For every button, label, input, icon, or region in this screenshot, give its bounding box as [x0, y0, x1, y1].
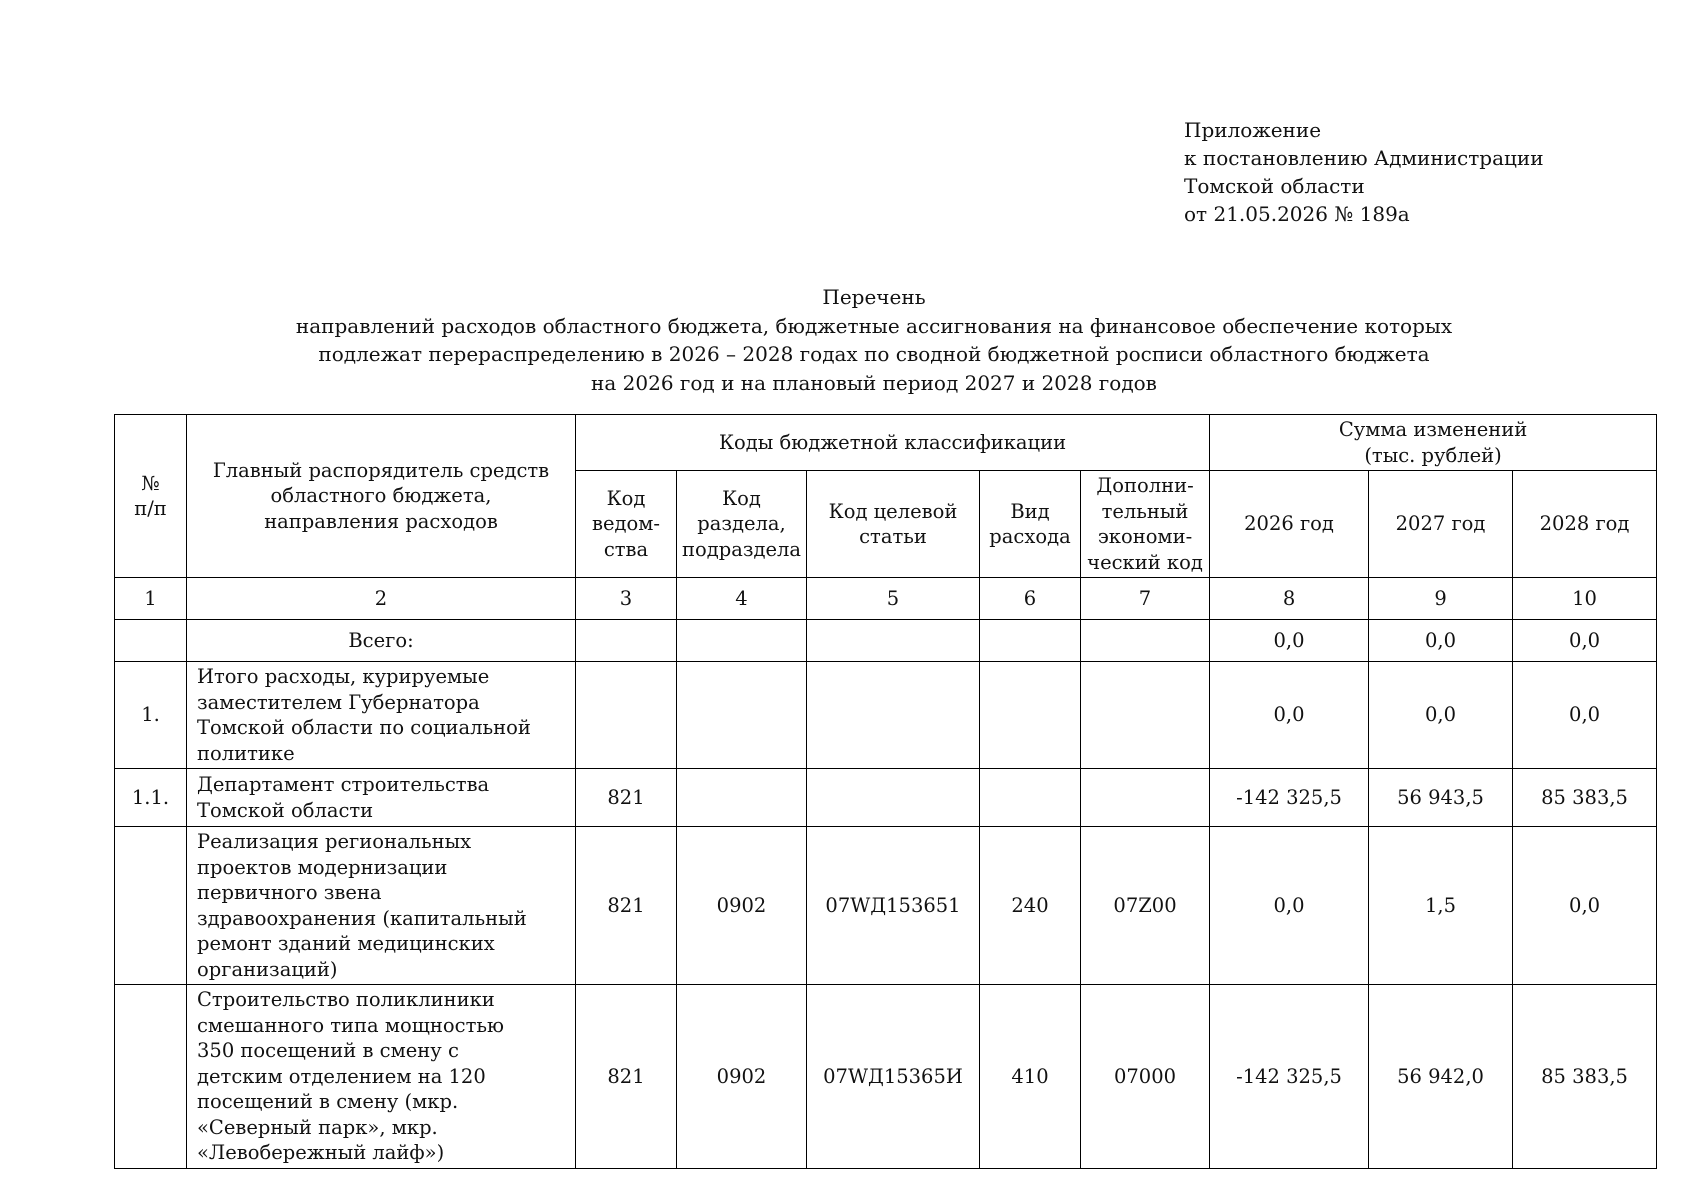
appendix-line: Томской области	[1184, 174, 1365, 198]
header-extra-code: Дополни-тельный экономи-ческий код	[1081, 471, 1210, 578]
header-year-2027: 2027 год	[1369, 471, 1513, 578]
row-2028: 0,0	[1513, 662, 1657, 769]
column-number-row	[115, 578, 1657, 620]
row-2028: 0,0	[1513, 827, 1657, 985]
col-number: 2	[187, 578, 576, 620]
title-line: направлений расходов областного бюджета, бюджетные ассигнования на финансовое обеспечение которых	[295, 313, 1453, 338]
appendix-block	[1184, 116, 1544, 228]
row-dept: 821	[576, 985, 677, 1169]
row-type: 410	[980, 985, 1081, 1169]
row-section: 0902	[677, 985, 807, 1169]
header-target-code: Код целевой статьи	[807, 471, 980, 578]
row-type	[980, 769, 1081, 827]
table-row	[115, 827, 1657, 985]
row-num: 1.1.	[115, 769, 187, 827]
table-row	[115, 769, 1657, 827]
col-number: 1	[115, 578, 187, 620]
header-sum-line-1: Сумма изменений	[1338, 418, 1528, 441]
row-type	[980, 620, 1081, 662]
header-sum-group	[1210, 415, 1657, 471]
row-num	[115, 985, 187, 1169]
row-num: 1.	[115, 662, 187, 769]
row-2026: -142 325,5	[1210, 985, 1369, 1169]
header-num-line-2: п/п	[134, 497, 167, 520]
row-num	[115, 827, 187, 985]
header-expense-type: Вид расхода	[980, 471, 1081, 578]
col-number: 4	[677, 578, 807, 620]
row-name: Строительство поликлиники смешанного типа мощностью 350 посещений в смену с детским отделением на 120 посещений в смену (мкр. «Северный парк», мкр. «Левобережный лайф»)	[187, 985, 576, 1169]
col-number: 10	[1513, 578, 1657, 620]
row-2027: 56 943,5	[1369, 769, 1513, 827]
row-2026: 0,0	[1210, 662, 1369, 769]
row-section	[677, 620, 807, 662]
row-name: Итого расходы, курируемые заместителем Губернатора Томской области по социальной политике	[187, 662, 576, 769]
row-dept	[576, 620, 677, 662]
row-2028: 85 383,5	[1513, 985, 1657, 1169]
header-sum-line-2: (тыс. рублей)	[1364, 443, 1502, 467]
row-extra	[1081, 769, 1210, 827]
row-extra	[1081, 662, 1210, 769]
header-year-2026: 2026 год	[1210, 471, 1369, 578]
row-target	[807, 662, 980, 769]
col-number: 6	[980, 578, 1081, 620]
document-title	[0, 283, 1698, 397]
title-line: на 2026 год и на плановый период 2027 и 2028 годов	[591, 370, 1157, 395]
col-number: 8	[1210, 578, 1369, 620]
row-2026: -142 325,5	[1210, 769, 1369, 827]
row-section	[677, 662, 807, 769]
row-2028: 85 383,5	[1513, 769, 1657, 827]
row-extra: 07000	[1081, 985, 1210, 1169]
col-number: 5	[807, 578, 980, 620]
row-extra: 07Z00	[1081, 827, 1210, 985]
col-number: 3	[576, 578, 677, 620]
row-type	[980, 662, 1081, 769]
row-dept: 821	[576, 827, 677, 985]
header-manager: Главный распорядитель средств областного бюджета, направления расходов	[187, 415, 576, 578]
budget-table	[114, 414, 1657, 1169]
row-2027: 1,5	[1369, 827, 1513, 985]
row-2028: 0,0	[1513, 620, 1657, 662]
row-2026: 0,0	[1210, 827, 1369, 985]
row-2027: 56 942,0	[1369, 985, 1513, 1169]
row-type: 240	[980, 827, 1081, 985]
row-target	[807, 620, 980, 662]
row-target	[807, 769, 980, 827]
row-name: Департамент строительства Томской области	[187, 769, 576, 827]
row-target: 07WД15365И	[807, 985, 980, 1169]
row-dept: 821	[576, 769, 677, 827]
row-2027: 0,0	[1369, 620, 1513, 662]
table-row	[115, 985, 1657, 1169]
header-section-code: Код раздела, подраздела	[677, 471, 807, 578]
table-row	[115, 620, 1657, 662]
col-number: 9	[1369, 578, 1513, 620]
row-name: Реализация региональных проектов модернизации первичного звена здравоохранения (капитальный ремонт зданий медицинских организаций)	[187, 827, 576, 985]
row-2026: 0,0	[1210, 620, 1369, 662]
header-num	[115, 415, 187, 578]
appendix-line: от 21.05.2026 № 189а	[1184, 202, 1410, 226]
row-num	[115, 620, 187, 662]
table-row	[115, 662, 1657, 769]
header-row-1	[115, 415, 1657, 471]
appendix-line: к постановлению Администрации	[1184, 146, 1544, 170]
row-name: Всего:	[187, 620, 576, 662]
title-line: подлежат перераспределению в 2026 – 2028 годах по сводной бюджетной росписи областного бюджета	[318, 342, 1430, 366]
row-target: 07WД153651	[807, 827, 980, 985]
row-extra	[1081, 620, 1210, 662]
col-number: 7	[1081, 578, 1210, 620]
row-2027: 0,0	[1369, 662, 1513, 769]
row-section: 0902	[677, 827, 807, 985]
appendix-line: Приложение	[1184, 118, 1322, 142]
row-dept	[576, 662, 677, 769]
header-codes-group: Коды бюджетной классификации	[576, 415, 1210, 471]
header-dept-code: Код ведом-ства	[576, 471, 677, 578]
header-year-2028: 2028 год	[1513, 471, 1657, 578]
header-num-line-1: №	[141, 471, 160, 495]
title-line: Перечень	[822, 285, 926, 309]
row-section	[677, 769, 807, 827]
